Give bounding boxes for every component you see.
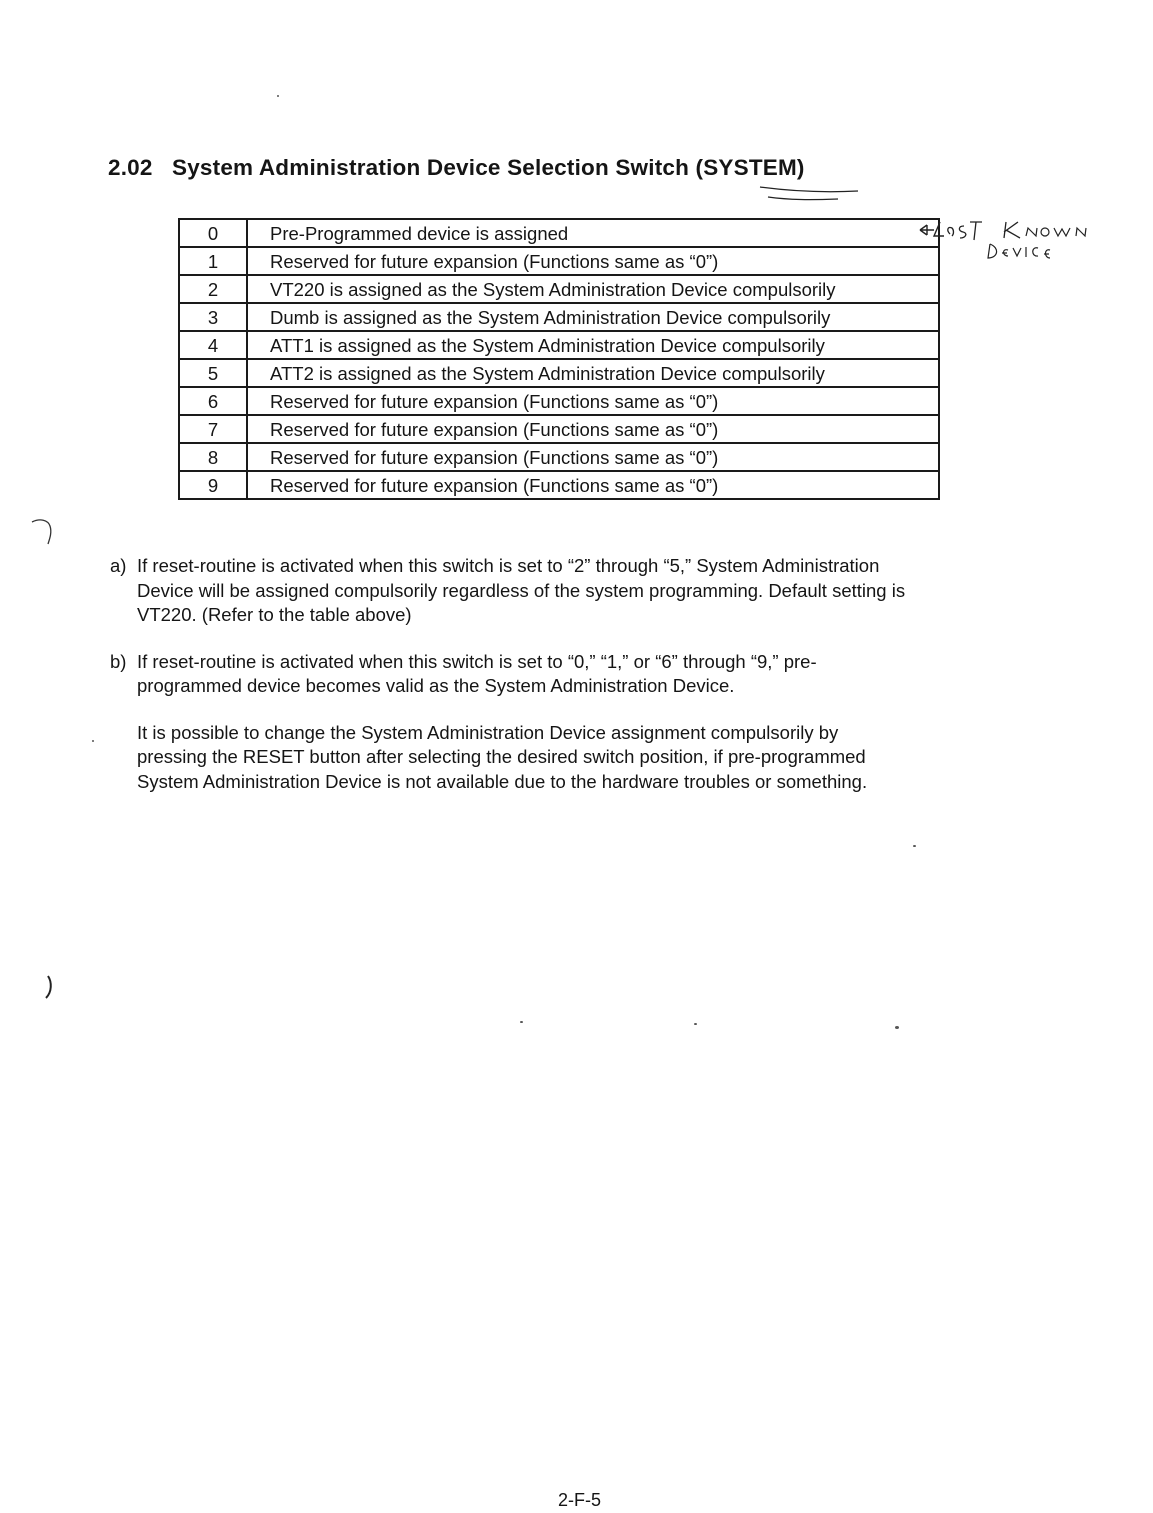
- section-title: System Administration Device Selection Switch (SYSTEM): [172, 155, 805, 180]
- margin-bracket-mark: [28, 514, 58, 550]
- note-text: If reset-routine is activated when this switch is set to “0,” “1,” or “6” through “9,” pre-programmed device becomes valid as the System Administration Device.: [137, 650, 817, 696]
- note-b: [110, 650, 910, 699]
- section-number: 2.02: [108, 155, 153, 180]
- switch-position: 3: [179, 303, 247, 331]
- scan-speck: [520, 1021, 523, 1023]
- scan-speck: [277, 95, 279, 97]
- switch-description: ATT1 is assigned as the System Administration Device compulsorily: [247, 331, 939, 359]
- handwritten-underline-mark: [730, 183, 860, 207]
- table-row: [179, 387, 939, 415]
- switch-description: ATT2 is assigned as the System Administration Device compulsorily: [247, 359, 939, 387]
- switch-description: Reserved for future expansion (Functions same as “0”): [247, 247, 939, 275]
- switch-description: Reserved for future expansion (Functions same as “0”): [247, 415, 939, 443]
- switch-position-table: [178, 218, 940, 500]
- table-row: [179, 359, 939, 387]
- switch-position: 1: [179, 247, 247, 275]
- switch-position: 6: [179, 387, 247, 415]
- switch-description: Pre-Programmed device is assigned: [247, 219, 939, 247]
- switch-description: Reserved for future expansion (Functions same as “0”): [247, 387, 939, 415]
- page-number: 2-F-5: [558, 1490, 602, 1510]
- scan-speck: [913, 845, 916, 847]
- additional-paragraph: It is possible to change the System Administration Device assignment compulsorily by pressing the RESET button after selecting the desired switch position, if pre-programmed System Administration Device is not available due to the hardware troubles or something.: [137, 721, 868, 792]
- section-heading: [108, 155, 805, 181]
- switch-position: 0: [179, 219, 247, 247]
- switch-position: 8: [179, 443, 247, 471]
- switch-description: Reserved for future expansion (Functions same as “0”): [247, 471, 939, 499]
- note-marker: a): [110, 555, 127, 576]
- switch-position: 4: [179, 331, 247, 359]
- table-row: [179, 247, 939, 275]
- scan-speck: [92, 740, 94, 742]
- note-a: [110, 554, 910, 628]
- note-marker: b): [110, 650, 127, 672]
- switch-position: 5: [179, 359, 247, 387]
- switch-description: VT220 is assigned as the System Administration Device compulsorily: [247, 275, 939, 303]
- table-row: [179, 219, 939, 247]
- table-row: [179, 415, 939, 443]
- table-row: [179, 275, 939, 303]
- scan-speck: [694, 1023, 697, 1025]
- table-row: [179, 303, 939, 331]
- table-row: [179, 331, 939, 359]
- switch-description: Reserved for future expansion (Functions same as “0”): [247, 443, 939, 471]
- switch-position: 9: [179, 471, 247, 499]
- handwritten-annotation: [918, 216, 1108, 268]
- table-row: [179, 471, 939, 499]
- switch-position: 7: [179, 415, 247, 443]
- table-row: [179, 443, 939, 471]
- switch-description: Dumb is assigned as the System Administration Device compulsorily: [247, 303, 939, 331]
- switch-position: 2: [179, 275, 247, 303]
- scan-speck: [895, 1026, 899, 1029]
- margin-bracket-mark: [40, 972, 60, 1002]
- notes-section: [110, 554, 910, 794]
- note-text: If reset-routine is activated when this switch is set to “2” through “5,” System Administration Device will be assigned compulsorily regardless of the system programming. Default setting is VT220. (Refer to the table above): [137, 555, 906, 625]
